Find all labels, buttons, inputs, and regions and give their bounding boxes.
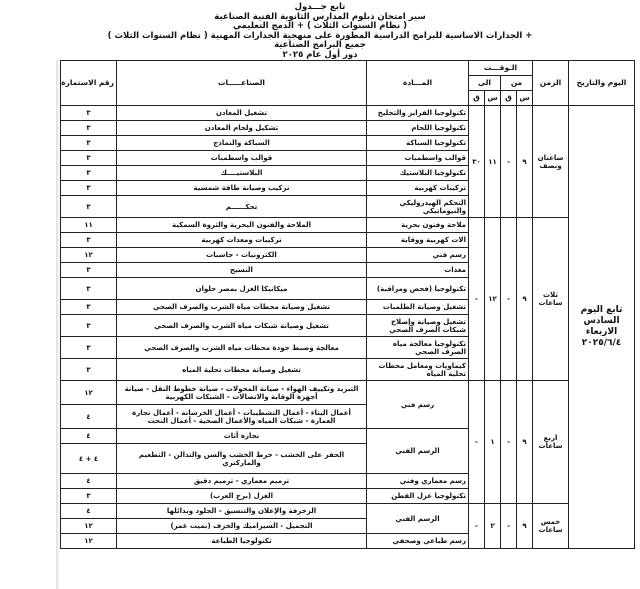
col-form-header: رقم الاستمارة <box>61 61 117 106</box>
row-form: ٣ <box>61 300 117 315</box>
row-crafts: الحفر على الخشب - خرط الخشب والسن والتدالن - التطعيم والماركتري <box>117 444 367 474</box>
row-crafts: نجارة أثاث <box>117 429 367 444</box>
col-to-d: ق <box>469 91 485 106</box>
row-crafts: تحكــــــم <box>117 196 367 218</box>
header-line-6: دور أول عام ٢٠٢٥ <box>282 49 358 60</box>
row-form: ٣ <box>61 233 117 248</box>
col-from-header: من <box>501 76 533 91</box>
row-crafts: تشغيل المعادن <box>117 106 367 121</box>
row-form: ١٢ <box>61 519 117 534</box>
group-2-to-h: ١٢ <box>485 218 501 381</box>
row-form: ٣ <box>61 181 117 196</box>
row-subject: تشغيل وصيانة الطلمبات <box>367 300 469 315</box>
row-subject: ملاحة وفنون بحرية <box>367 218 469 233</box>
group-3-from-h: ٩ <box>517 381 533 504</box>
row-crafts: ميكانيكا الغزل بمصر حلوان <box>117 278 367 300</box>
row-subject: كيماويات ومعامل محطات تحلية المياه <box>367 359 469 381</box>
header-line-3: ( نظام السنوات الثلاث ) + الدمج التعليمي <box>232 21 408 31</box>
row-crafts: قوالب واسطمبات <box>117 151 367 166</box>
row-crafts: تركيب وصيانة طاقة شمسية <box>117 181 367 196</box>
row-crafts: أعمال البناء - أعمال التشطيبات - أعمال الخرسانة - أعمال نجارة العمارة - شبكات المياه والأعمال الصحية - أعمال النحت <box>117 405 367 429</box>
col-time-group-header: الـوقـــت <box>469 61 533 76</box>
row-crafts: تشغيل وصيانة شبكات مياه الشرب والصرف الصحي <box>117 315 367 337</box>
row-subject: تكنولوجيا البلاستيك <box>367 166 469 181</box>
row-crafts: تشغيل وصيانة محطات تحلية المياه <box>117 359 367 381</box>
group-4-duration: خمس ساعات <box>533 504 569 549</box>
row-form: ٤ + ٤ <box>61 444 117 474</box>
row-form: ٤ <box>61 474 117 489</box>
col-to-header: الى <box>469 76 501 91</box>
group-4-to-m: - <box>469 504 485 549</box>
document-header <box>0 0 640 60</box>
row-subject: قوالب واسطمبات <box>367 151 469 166</box>
header-line-4: + الجدارات الاساسية للبرامج الدراسية المطورة على منهجية الجدارات المهنية ( نظام السنوات الثلاث ) <box>107 30 533 41</box>
row-subject: تكنولوجيا الفرايز والتجليخ <box>367 106 469 121</box>
row-form: ٣ <box>61 359 117 381</box>
row-form: ٣ <box>61 263 117 278</box>
row-subject: الرسم الفني <box>367 504 469 534</box>
row-subject: تشغيل وصيانة وإصلاح شبكات الصرف الصحي <box>367 315 469 337</box>
row-form: ٤ <box>61 405 117 429</box>
row-subject: معدات <box>367 263 469 278</box>
row-subject: الرسم الفني <box>367 429 469 474</box>
group-4-from-m: - <box>501 504 517 549</box>
row-subject: تكنولوجيا معالجة مياه الصرف الصحي <box>367 337 469 359</box>
row-subject: تركيبات كهربية <box>367 181 469 196</box>
group-1-from-h: ٩ <box>517 106 533 218</box>
row-form: ١٢ <box>61 248 117 263</box>
row-crafts: التبريد وتكييف الهواء - صيانة المحولات - صيانة خطوط النقل - صيانة أجهزة الوقاية والاتصالات - الشبكات الكهربية <box>117 381 367 405</box>
row-form: ١٢ <box>61 381 117 405</box>
header-line-1: تابع جـــدول <box>294 2 346 12</box>
row-subject: تكنولوجيا غزل القطن <box>367 489 469 504</box>
day-cell: تابع اليوم السادس الاربعاء ٢٠٢٥/٦/٤ <box>569 106 635 549</box>
row-subject: رسم معماري وفني <box>367 474 469 489</box>
group-4-to-h: ٢ <box>485 504 501 549</box>
row-form: ٣ <box>61 489 117 504</box>
row-form: ٤ <box>61 429 117 444</box>
group-2-duration: ثلاث ساعات <box>533 218 569 381</box>
row-form: ١٢ <box>61 534 117 549</box>
row-form: ٣ <box>61 106 117 121</box>
header-line-5: جميع البرامج الصناعية <box>274 40 366 50</box>
row-crafts: البلاستيــــك <box>117 166 367 181</box>
row-subject: التحكم الهيدروليكي والنيوماتيكي <box>367 196 469 218</box>
row-crafts: الكترونيات - حاسبات <box>117 248 367 263</box>
group-3-to-h: ١ <box>485 381 501 504</box>
col-from-h: س <box>517 91 533 106</box>
row-form: ١١ <box>61 218 117 233</box>
row-crafts: التجميل - السيراميك والخزف (بميت غمر) <box>117 519 367 534</box>
row-form: ٣ <box>61 151 117 166</box>
group-3-to-m: - <box>469 381 485 504</box>
row-form: ٣ <box>61 315 117 337</box>
group-3-duration: اربع ساعات <box>533 381 569 504</box>
col-to-h: س <box>485 91 501 106</box>
group-4-from-h: ٩ <box>517 504 533 549</box>
row-form: ٣ <box>61 121 117 136</box>
exam-schedule-table <box>60 60 635 549</box>
row-crafts: السباكة والنماذج <box>117 136 367 151</box>
row-subject: رسم فني <box>367 248 469 263</box>
row-crafts: الزخرفة والإعلان والتنسيق - الجلود وبدائلها <box>117 504 367 519</box>
row-crafts: الملاحة والفنون البحرية والثروة السمكية <box>117 218 367 233</box>
group-2-from-h: ٩ <box>517 218 533 381</box>
row-crafts: تشكيل ولحام المعادن <box>117 121 367 136</box>
group-1-duration: ساعتان ونصف <box>533 106 569 218</box>
row-form: ٣ <box>61 136 117 151</box>
row-subject: تكنولوجيا اللحام <box>367 121 469 136</box>
col-subject-header: المـــادة <box>367 61 469 106</box>
group-3-from-m: - <box>501 381 517 504</box>
group-2-to-m: - <box>469 218 485 381</box>
row-subject: رسم طباعي وصحفي <box>367 534 469 549</box>
row-form: ٣ <box>61 337 117 359</box>
row-subject: رسم فني <box>367 381 469 429</box>
row-crafts: النسيج <box>117 263 367 278</box>
row-crafts: تكنولوجيا الطباعة <box>117 534 367 549</box>
row-crafts: تركيبات ومعدات كهربية <box>117 233 367 248</box>
col-from-d: ق <box>501 91 517 106</box>
row-crafts: الغزل (برج العرب) <box>117 489 367 504</box>
group-2-from-m: - <box>501 218 517 381</box>
col-day-header: اليوم والتاريخ <box>569 61 635 106</box>
row-crafts: ترميم معماري - ترميم دقيق <box>117 474 367 489</box>
row-subject: تكنولوجيا (فحص ومراقبة) <box>367 278 469 300</box>
col-time-header: الزمن <box>533 61 569 106</box>
group-1-to-m: ٣٠ <box>469 106 485 218</box>
group-1-to-h: ١١ <box>485 106 501 218</box>
row-subject: الات كهربية ووقاية <box>367 233 469 248</box>
row-form: ٣ <box>61 278 117 300</box>
row-crafts: تشغيل وصيانة محطات مياه الشرب والصرف الصحي <box>117 300 367 315</box>
row-form: ٣ <box>61 196 117 218</box>
row-crafts: معالجة وضبط جودة محطات مياه الشرب والصرف الصحي <box>117 337 367 359</box>
row-subject: تكنولوجيا السباكة <box>367 136 469 151</box>
header-line-2: سير امتحان دبلوم المدارس الثانوية الفنية الصناعية <box>214 11 426 22</box>
group-1-from-m: - <box>501 106 517 218</box>
row-form: ٣ <box>61 166 117 181</box>
col-crafts-header: الصناعـــــات <box>117 61 367 106</box>
row-form: ٤ <box>61 504 117 519</box>
